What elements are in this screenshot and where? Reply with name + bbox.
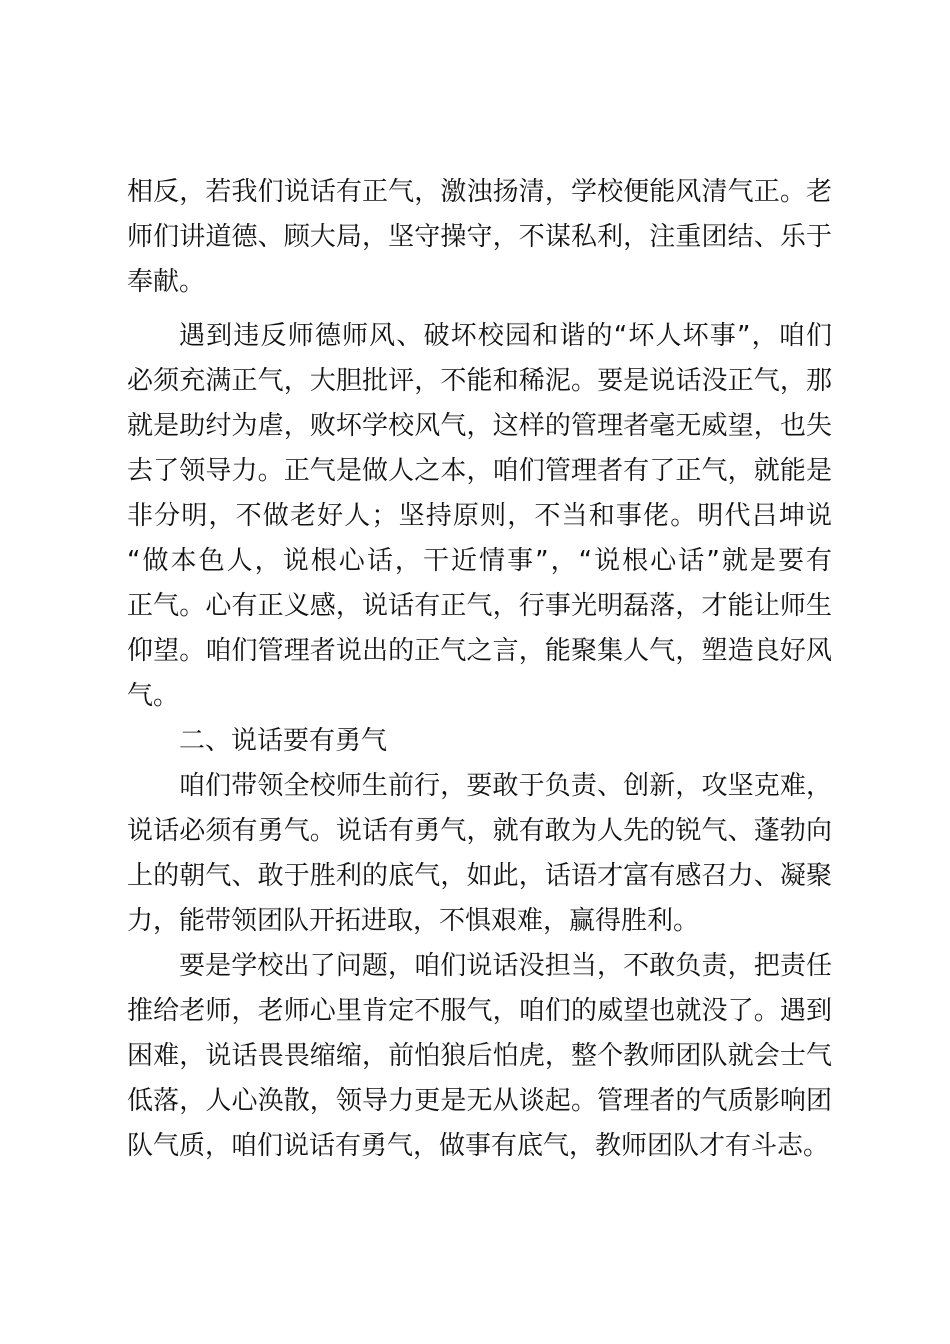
- paragraph-spacing: [127, 305, 832, 314]
- text-line: “做本色人，说根心话，干近情事”，“说根心话”就是要有: [127, 546, 832, 576]
- text-line: 上的朝气、敢于胜利的底气，如此，话语才富有感召力、凝聚: [127, 861, 832, 891]
- text-line: 必须充满正气，大胆批评，不能和稀泥。要是说话没正气，那: [127, 366, 832, 396]
- text-line: 力，能带领团队开拓进取，不惧艰难，赢得胜利。: [127, 906, 700, 936]
- text-line: 推给老师，老师心里肯定不服气，咱们的威望也就没了。遇到: [127, 996, 832, 1026]
- paragraph-4: [127, 944, 832, 1169]
- text-line: 气。: [127, 681, 180, 711]
- document-body: [127, 170, 832, 1169]
- text-line: 就是助纣为虐，败坏学校风气，这样的管理者毫无威望，也失: [127, 411, 832, 441]
- paragraph-1: [127, 170, 832, 305]
- text-line: 奉献。: [127, 267, 206, 297]
- section-heading: [127, 719, 832, 764]
- text-line: 仰望。咱们管理者说出的正气之言，能聚集人气，塑造良好风: [127, 636, 832, 666]
- text-line: 队气质，咱们说话有勇气，做事有底气，教师团队才有斗志。: [127, 1131, 830, 1161]
- text-line: 咱们带领全校师生前行，要敢于负责、创新，攻坚克难，: [179, 771, 832, 801]
- paragraph-2: [127, 314, 832, 719]
- text-line: 困难，说话畏畏缩缩，前怕狼后怕虎，整个教师团队就会士气: [127, 1041, 832, 1071]
- text-line: 要是学校出了问题，咱们说话没担当，不敢负责，把责任: [179, 951, 832, 981]
- text-line: 去了领导力。正气是做人之本，咱们管理者有了正气，就能是: [127, 456, 832, 486]
- text-line: 正气。心有正义感，说话有正气，行事光明磊落，才能让师生: [127, 591, 832, 621]
- text-line: 相反，若我们说话有正气，激浊扬清，学校便能风清气正。老: [127, 177, 832, 207]
- text-line: 遇到违反师德师风、破坏校园和谐的“坏人坏事”，咱们: [179, 321, 832, 351]
- text-line: 师们讲道德、顾大局，坚守操守，不谋私利，注重团结、乐于: [127, 222, 832, 252]
- text-line: 说话必须有勇气。说话有勇气，就有敢为人先的锐气、蓬勃向: [127, 816, 832, 846]
- text-line: 低落，人心涣散，领导力更是无从谈起。管理者的气质影响团: [127, 1086, 832, 1116]
- heading-line: 二、说话要有勇气: [179, 726, 388, 756]
- paragraph-3: [127, 764, 832, 944]
- text-line: 非分明，不做老好人；坚持原则，不当和事佬。明代吕坤说: [127, 501, 832, 531]
